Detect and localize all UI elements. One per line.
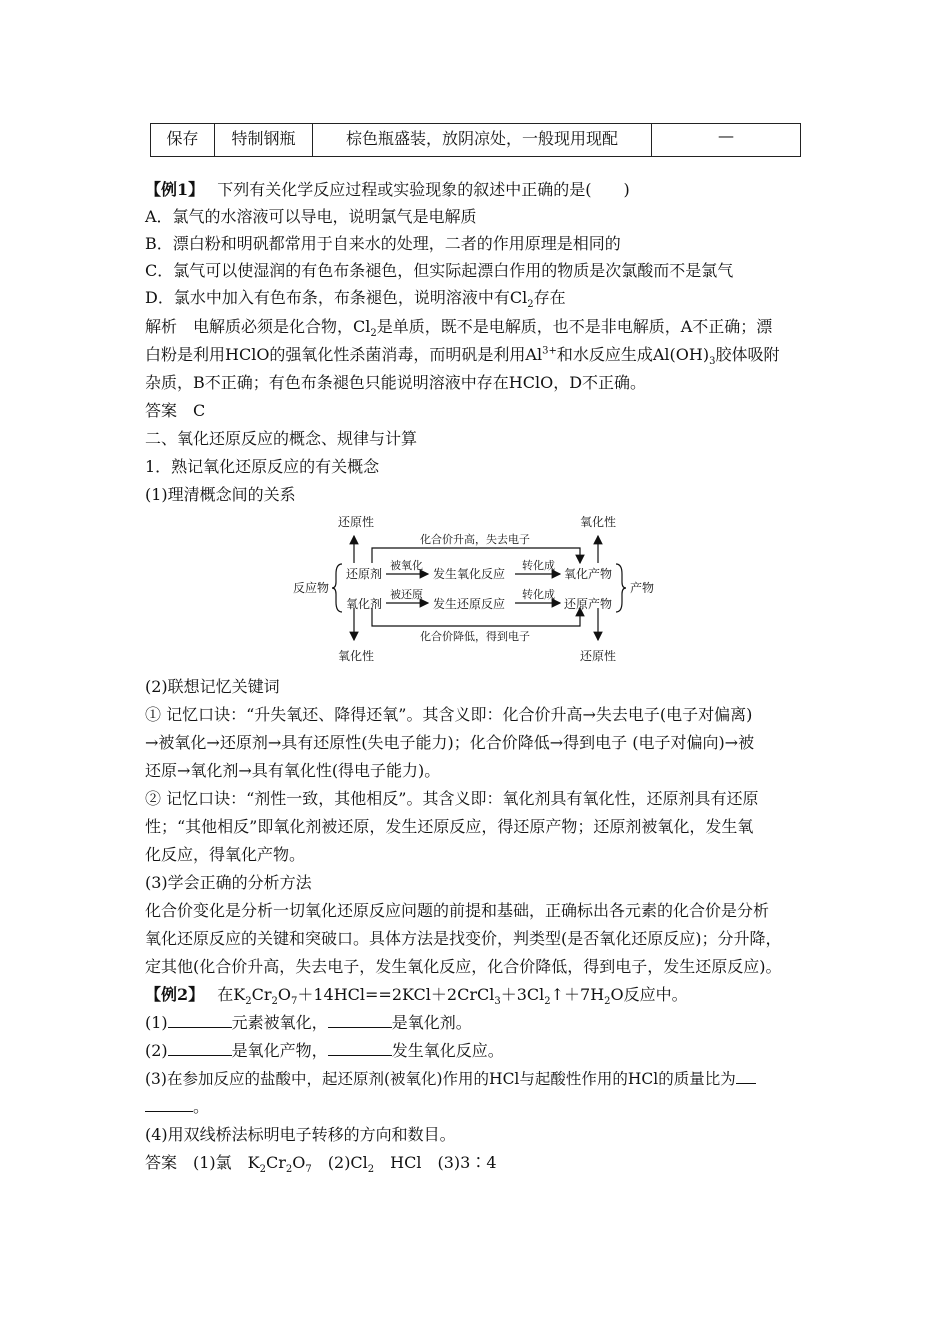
text: 存在 xyxy=(533,288,566,307)
text: 和水反应生成Al(OH) xyxy=(556,345,710,364)
text: 。 xyxy=(193,1097,210,1116)
converts-label: 转化成 xyxy=(522,559,555,572)
paragraph-line: 还原→氧化剂→具有氧化性(得电子能力)。 xyxy=(145,761,441,780)
text: 胶体吸附 xyxy=(715,345,780,364)
text: O xyxy=(292,1153,306,1172)
section-title: 二、氧化还原反应的概念、规律与计算 xyxy=(145,429,418,448)
text: HCl (3)3∶4 xyxy=(374,1153,497,1172)
converts-label: 转化成 xyxy=(522,588,555,601)
question-3-cont xyxy=(145,1097,209,1117)
oxidizer-label: 氧化剂 xyxy=(346,597,383,611)
example1-stem: 下列有关化学反应过程或实验现象的叙述中正确的是( ) xyxy=(217,180,630,199)
table-row xyxy=(151,124,801,157)
paragraph-line: ② 记忆口诀：“剂性一致，其他相反”。其含义即：氧化剂具有氧化性，还原剂具有还原 xyxy=(145,789,759,808)
subscript: 7 xyxy=(305,1164,312,1176)
subscript: 2 xyxy=(370,328,377,340)
subscript: 2 xyxy=(527,299,534,311)
example1-label: 【例1】 xyxy=(145,180,197,199)
subscript: 2 xyxy=(259,1164,266,1176)
left-brace xyxy=(332,564,342,612)
table-cell: 特制钢瓶 xyxy=(215,124,313,157)
question-1 xyxy=(145,1013,472,1033)
bottom-arc-label: 化合价降低，得到电子 xyxy=(420,630,530,643)
reduction-product-label: 还原产物 xyxy=(564,597,613,611)
oxidation-reaction-label: 发生氧化反应 xyxy=(433,567,506,581)
answer-blank[interactable] xyxy=(328,1041,392,1056)
analysis-line xyxy=(145,317,773,340)
subscript: 7 xyxy=(290,996,298,1008)
oxidized-label: 被氧化 xyxy=(390,559,423,572)
option-d xyxy=(145,288,566,311)
text: (2)Cl xyxy=(311,1153,368,1172)
table-cell: 保存 xyxy=(151,124,215,157)
reducer-label: 还原剂 xyxy=(346,567,383,581)
reduction-reaction-label: 发生还原反应 xyxy=(433,597,506,611)
subsection-title: 1．熟记氧化还原反应的有关概念 xyxy=(145,457,380,476)
text: ↑＋7H xyxy=(550,985,605,1004)
text: ＋3Cl xyxy=(500,985,545,1004)
answer-blank[interactable] xyxy=(168,1013,232,1028)
right-brace xyxy=(616,564,626,612)
table-cell: 棕色瓶盛装，放阴凉处，一般现用现配 xyxy=(313,124,652,157)
text: ＋14HCl==2KCl＋2CrCl xyxy=(297,985,495,1004)
option-a: A．氯气的水溶液可以导电，说明氯气是电解质 xyxy=(145,207,477,226)
example2-question xyxy=(145,985,688,1008)
paragraph-line: 化合价变化是分析一切氧化还原反应问题的前提和基础，正确标出各元素的化合价是分析 xyxy=(145,901,770,920)
text: (2) xyxy=(145,1041,168,1060)
example2-label: 【例2】 xyxy=(145,985,197,1004)
question-2 xyxy=(145,1041,504,1061)
paragraph-line: 定其他(化合价升高，失去电子，发生氧化反应，化合价降低，得到电子，发生还原反应)。 xyxy=(145,957,782,976)
text: (3)在参加反应的盐酸中，起还原剂(被氧化)作用的HCl与起酸性作用的HCl的质量比为 xyxy=(145,1070,736,1088)
superscript: 3+ xyxy=(542,345,557,357)
reduced-label: 被还原 xyxy=(390,588,423,601)
subscript: 3 xyxy=(709,356,716,368)
reducibility-top: 还原性 xyxy=(338,515,375,529)
paragraph-line: →被氧化→还原剂→具有还原性(失电子能力)；化合价降低→得到电子 (电子对偏向)→被 xyxy=(145,733,755,752)
text: 白粉是利用HClO的强氧化性杀菌消毒，而明矾是利用Al xyxy=(145,345,543,364)
subscript: 2 xyxy=(285,1164,293,1176)
subsection-title: (2)联想记忆关键词 xyxy=(145,677,280,696)
example2-answer xyxy=(145,1153,497,1176)
subscript: 2 xyxy=(367,1164,375,1176)
redox-concept-diagram xyxy=(290,508,670,668)
answer-blank[interactable] xyxy=(168,1041,232,1056)
text: Cr xyxy=(266,1153,286,1172)
oxidizability-bottom: 氧化性 xyxy=(338,649,375,663)
text: 解析 电解质必须是化合物，Cl xyxy=(145,317,371,336)
text: O xyxy=(277,985,291,1004)
text: D．氯水中加入有色布条，布条褪色，说明溶液中有Cl xyxy=(145,288,528,307)
oxidation-product-label: 氧化产物 xyxy=(564,567,613,581)
paragraph-line: 化反应，得氧化产物。 xyxy=(145,845,306,864)
option-b: B．漂白粉和明矾都常用于自来水的处理，二者的作用原理是相同的 xyxy=(145,234,621,253)
reducibility-bottom: 还原性 xyxy=(580,649,617,663)
oxidizability-top: 氧化性 xyxy=(580,515,617,529)
option-c: C．氯气可以使湿润的有色布条褪色，但实际起漂白作用的物质是次氯酸而不是氯气 xyxy=(145,261,734,280)
paragraph-line: 氧化还原反应的关键和突破口。具体方法是找变价，判类型(是否氧化还原反应)；分升降， xyxy=(145,929,782,948)
storage-table xyxy=(150,123,801,157)
paragraph-line: ① 记忆口诀：“升失氧还、降得还氧”。其含义即：化合价升高→失去电子(电子对偏离) xyxy=(145,705,753,724)
text: 是氧化剂。 xyxy=(391,1013,472,1032)
text: 在K xyxy=(217,985,246,1004)
subscript: 2 xyxy=(544,996,551,1008)
text: 答案 (1)氯 K xyxy=(145,1153,260,1172)
text: Cr xyxy=(251,985,272,1004)
subscript: 3 xyxy=(494,996,501,1008)
text: O反应中。 xyxy=(610,985,688,1004)
example1-answer: 答案 C xyxy=(145,401,206,420)
subscript: 2 xyxy=(271,996,278,1008)
text: 元素被氧化， xyxy=(231,1013,328,1032)
table-cell: — xyxy=(652,124,801,157)
subsection-title: (3)学会正确的分析方法 xyxy=(145,873,312,892)
answer-blank[interactable] xyxy=(736,1069,756,1084)
text: 是单质，既不是电解质，也不是非电解质，A不正确；漂 xyxy=(376,317,773,336)
question-4: (4)用双线桥法标明电子转移的方向和数目。 xyxy=(145,1125,456,1144)
product-label: 产物 xyxy=(630,581,655,595)
answer-blank[interactable] xyxy=(145,1097,193,1112)
subscript: 2 xyxy=(245,996,252,1008)
answer-blank[interactable] xyxy=(328,1013,392,1028)
subscript: 2 xyxy=(604,996,611,1008)
subsection-title: (1)理清概念间的关系 xyxy=(145,485,296,504)
analysis-line xyxy=(145,345,780,368)
top-arc-label: 化合价升高，失去电子 xyxy=(420,533,530,546)
paragraph-line: 性；“其他相反”即氧化剂被还原，发生还原反应，得还原产物；还原剂被氧化，发生氧 xyxy=(145,817,754,836)
text: 是氧化产物， xyxy=(231,1041,328,1060)
reactant-label: 反应物 xyxy=(293,581,330,595)
analysis-line: 杂质，B不正确；有色布条褪色只能说明溶液中存在HClO，D不正确。 xyxy=(145,373,647,392)
text: (1) xyxy=(145,1013,168,1032)
text: 发生氧化反应。 xyxy=(391,1041,504,1060)
question-3 xyxy=(145,1069,756,1089)
example1-question xyxy=(145,180,630,200)
